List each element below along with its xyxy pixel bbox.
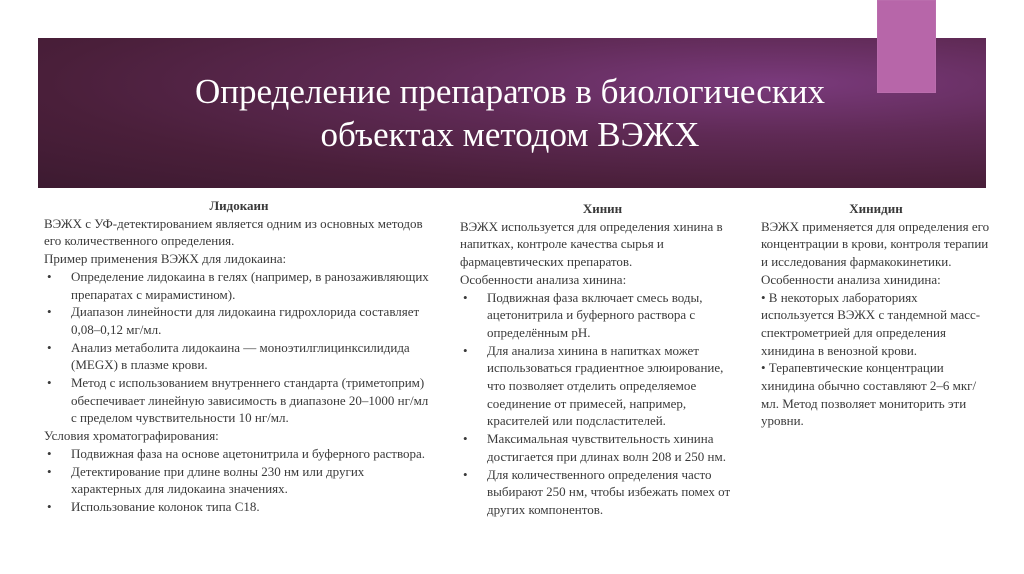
features-list [460,289,745,519]
slide-title [60,70,960,156]
list-item: • Подвижная фаза включает смесь воды, ацетонитрила и буферного раствора с определённым pH. [460,289,745,342]
feature-paragraph: • В некоторых лабораториях используется ВЭЖХ с тандемной масс-спектрометрией для определения хинидина в венозной крови. [761,289,981,358]
list-item: • Диапазон линейности для лидокаина гидрохлорида составляет 0,08–0,12 мг/мл. [44,303,434,338]
column-intro: ВЭЖХ используется для определения хинина в напитках, контроле качества сырья и фармацевтических препаратов. [460,218,723,270]
conditions-label: Условия хроматографирования: [44,428,219,444]
features-label: Особенности анализа хинина: [460,271,627,287]
examples-list [44,268,434,427]
list-item: • Анализ метаболита лидокаина — моноэтилглицинксилидида (MEGX) в плазме крови. [44,339,434,374]
column-quinine [460,200,745,519]
examples-label: Пример применения ВЭЖХ для лидокаина: [44,251,287,267]
list-item: • Метод с использованием внутреннего стандарта (триметоприм) обеспечивает линейную зависимость в диапазоне 20–1000 нг/мл с пределом чувствительности 10 нг/мл. [44,374,434,427]
column-quinidine [761,200,991,430]
features-label: Особенности анализа хинидина: [761,271,941,287]
feature-paragraph: • Терапевтические концентрации хинидина обычно составляют 2–6 мкг/мл. Метод позволяет мониторить эти уровни. [761,360,977,429]
column-heading: Лидокаин [209,198,269,213]
column-heading: Хинидин [849,201,903,216]
list-item: • Детектирование при длине волны 230 нм или других характерных для лидокаина значениях. [44,463,434,498]
column-intro: ВЭЖХ применяется для определения его концентрации в крови, контроля терапии и исследования фармакокинетики. [761,218,990,270]
list-item: • Определение лидокаина в гелях (например, в ранозаживляющих препаратах с мирамистином). [44,268,434,303]
list-item: • Максимальная чувствительность хинина достигается при длинах волн 208 и 250 нм. [460,430,745,465]
column-heading: Хинин [582,201,623,216]
slide-title-line-2: объектах методом ВЭЖХ [320,115,700,154]
list-item: • Для количественного определения часто выбирают 250 нм, чтобы избежать помех от других компонентов. [460,466,745,519]
list-item: • Подвижная фаза на основе ацетонитрила и буферного раствора. [44,445,434,463]
list-item: • Для анализа хинина в напитках может использоваться градиентное элюирование, что позволяет отделить определяемое соединение от примесей, например, красителей или подсластителей. [460,342,745,431]
column-lidocaine [44,197,434,516]
list-item: • Использование колонок типа C18. [44,498,434,516]
conditions-list [44,445,434,516]
column-intro: ВЭЖХ с УФ-детектированием является одним из основных методов его количественного определения. [44,215,423,249]
slide-title-line-1: Определение препаратов в биологических [194,72,826,111]
